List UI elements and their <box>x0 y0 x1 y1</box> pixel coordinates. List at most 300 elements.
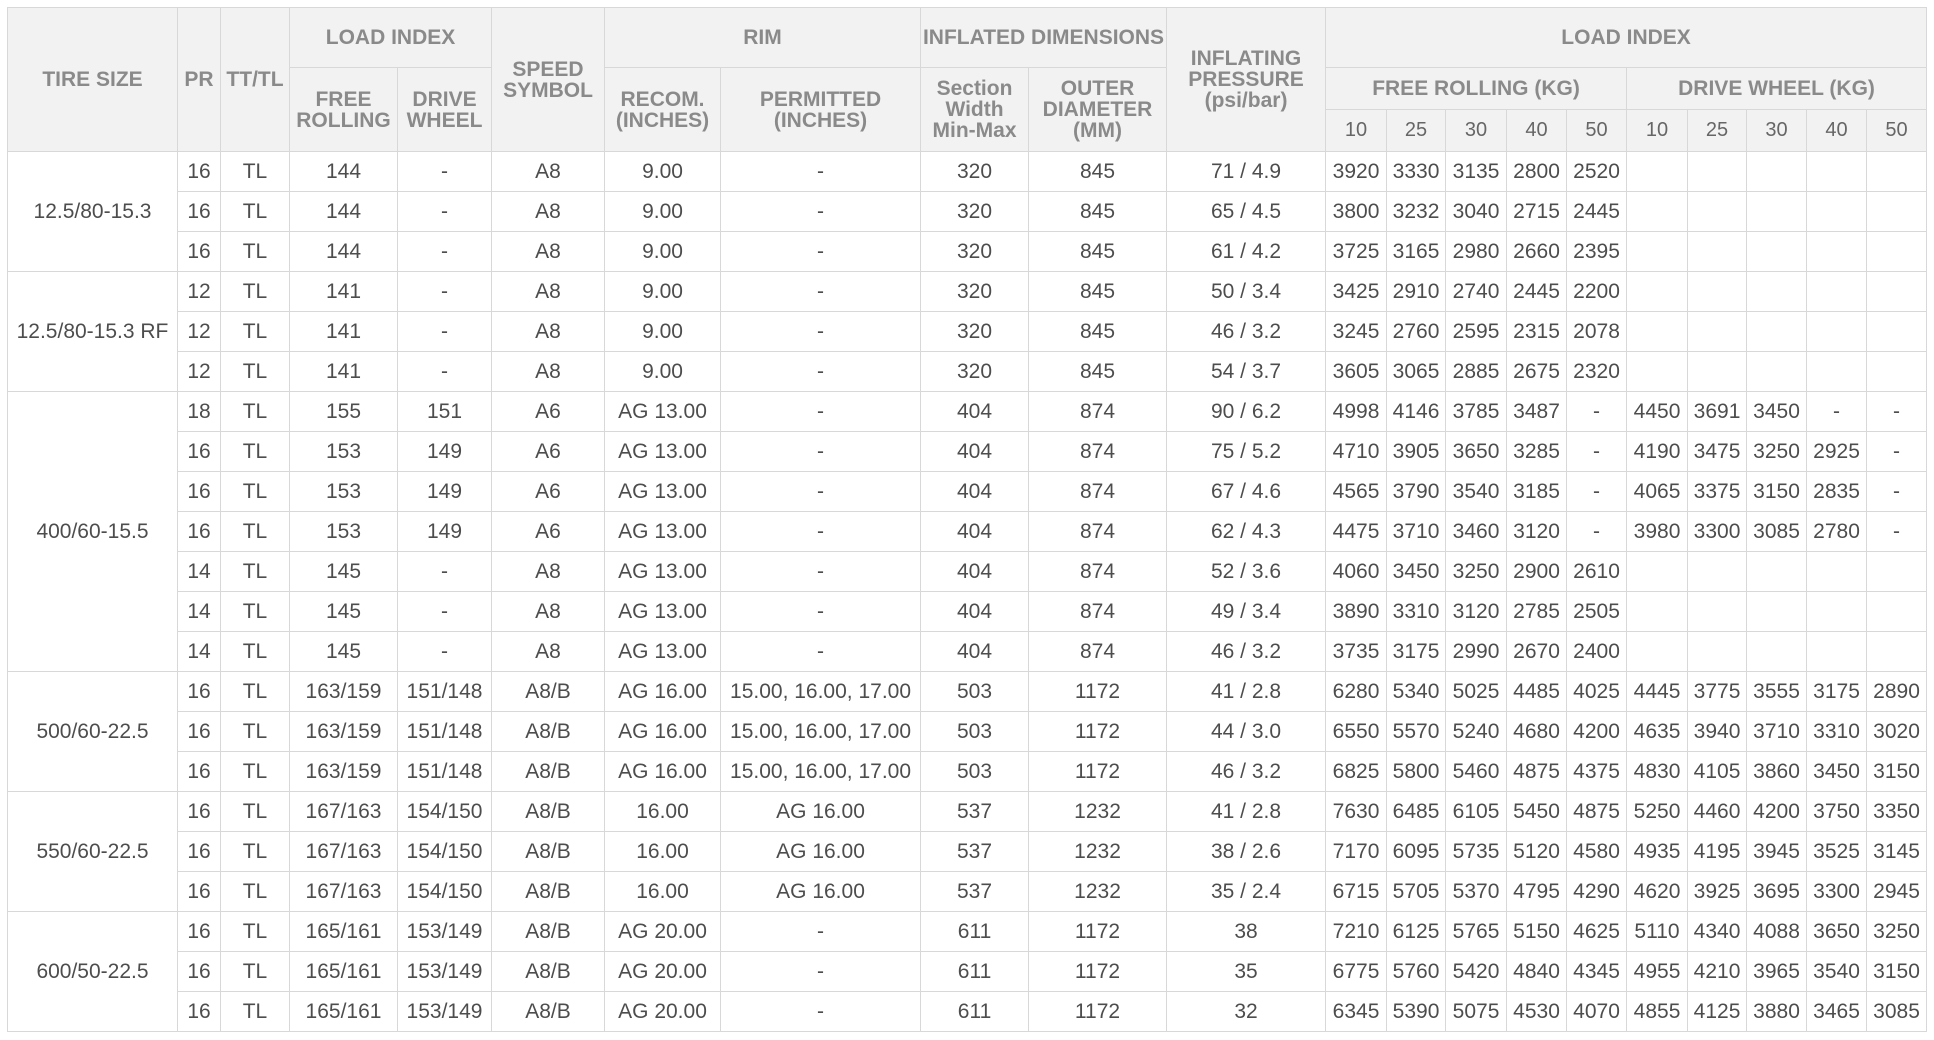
outer-diameter-cell: 874 <box>1029 632 1167 672</box>
tt-tl-cell: TL <box>221 392 290 432</box>
drive-load-cell: 2925 <box>1807 432 1867 472</box>
drive-load-cell: 3085 <box>1747 512 1807 552</box>
drive-load-cell: 4105 <box>1688 752 1747 792</box>
section-width-cell: 320 <box>921 272 1029 312</box>
inflating-pressure-cell: 65 / 4.5 <box>1167 192 1326 232</box>
inflating-pressure-cell: 46 / 3.2 <box>1167 752 1326 792</box>
free-load-cell: 4875 <box>1507 752 1567 792</box>
free-load-cell: 4146 <box>1387 392 1446 432</box>
load-index-free-cell: 163/159 <box>290 752 398 792</box>
free-load-cell: 5025 <box>1446 672 1507 712</box>
free-load-cell: 3650 <box>1446 432 1507 472</box>
drive-load-cell: 2890 <box>1867 672 1927 712</box>
table-row <box>8 712 1927 752</box>
rim-permitted-cell: - <box>721 952 921 992</box>
drive-load-cell <box>1627 592 1688 632</box>
load-index-free-cell: 165/161 <box>290 992 398 1032</box>
rim-recom-cell: AG 13.00 <box>605 552 721 592</box>
drive-load-cell: 2945 <box>1867 872 1927 912</box>
drive-load-cell <box>1807 632 1867 672</box>
pr-cell: 12 <box>178 312 221 352</box>
free-load-cell: 4485 <box>1507 672 1567 712</box>
section-width-cell: 320 <box>921 232 1029 272</box>
drive-load-cell: 3710 <box>1747 712 1807 752</box>
rim-recom-cell: 16.00 <box>605 872 721 912</box>
rim-permitted-cell: AG 16.00 <box>721 872 921 912</box>
free-load-cell: 3800 <box>1326 192 1387 232</box>
rim-recom-cell: 9.00 <box>605 312 721 352</box>
load-index-free-cell: 153 <box>290 472 398 512</box>
outer-diameter-cell: 845 <box>1029 352 1167 392</box>
drive-load-cell <box>1627 192 1688 232</box>
header-rim: RIM <box>605 8 921 68</box>
free-load-cell: 2675 <box>1507 352 1567 392</box>
load-index-drive-cell: 154/150 <box>398 872 492 912</box>
free-load-cell: 4625 <box>1567 912 1627 952</box>
outer-diameter-cell: 1172 <box>1029 672 1167 712</box>
drive-load-cell: 3525 <box>1807 832 1867 872</box>
drive-load-cell: - <box>1867 432 1927 472</box>
section-width-cell: 611 <box>921 952 1029 992</box>
free-load-cell: 3487 <box>1507 392 1567 432</box>
header-speed-symbol: SPEED SYMBOL <box>492 8 605 152</box>
drive-load-cell <box>1688 352 1747 392</box>
free-load-cell: 3285 <box>1507 432 1567 472</box>
drive-load-cell <box>1807 232 1867 272</box>
load-index-drive-cell: 149 <box>398 512 492 552</box>
drive-load-cell <box>1807 192 1867 232</box>
rim-permitted-cell: - <box>721 432 921 472</box>
free-load-cell: 2660 <box>1507 232 1567 272</box>
tt-tl-cell: TL <box>221 832 290 872</box>
section-width-cell: 404 <box>921 512 1029 552</box>
outer-diameter-cell: 874 <box>1029 472 1167 512</box>
header-load-index-right: LOAD INDEX <box>1326 8 1927 68</box>
free-load-cell: 3232 <box>1387 192 1446 232</box>
drive-load-cell: 3150 <box>1747 472 1807 512</box>
free-load-cell: 2078 <box>1567 312 1627 352</box>
table-row <box>8 552 1927 592</box>
load-index-drive-cell: 153/149 <box>398 992 492 1032</box>
header-free-speed-1: 25 <box>1387 110 1446 152</box>
outer-diameter-cell: 874 <box>1029 592 1167 632</box>
inflating-pressure-cell: 41 / 2.8 <box>1167 792 1326 832</box>
load-index-free-cell: 145 <box>290 592 398 632</box>
drive-load-cell: - <box>1867 472 1927 512</box>
speed-symbol-cell: A8/B <box>492 992 605 1032</box>
table-row <box>8 232 1927 272</box>
free-load-cell: 3120 <box>1507 512 1567 552</box>
speed-symbol-cell: A8/B <box>492 792 605 832</box>
drive-load-cell: 3540 <box>1807 952 1867 992</box>
tt-tl-cell: TL <box>221 232 290 272</box>
drive-load-cell <box>1747 592 1807 632</box>
pr-cell: 16 <box>178 912 221 952</box>
rim-permitted-cell: - <box>721 992 921 1032</box>
outer-diameter-cell: 845 <box>1029 152 1167 192</box>
drive-load-cell <box>1627 632 1688 672</box>
free-load-cell: - <box>1567 472 1627 512</box>
drive-load-cell: 4855 <box>1627 992 1688 1032</box>
load-index-free-cell: 165/161 <box>290 912 398 952</box>
rim-recom-cell: 16.00 <box>605 832 721 872</box>
drive-load-cell: 4195 <box>1688 832 1747 872</box>
rim-recom-cell: AG 20.00 <box>605 992 721 1032</box>
free-load-cell: 3540 <box>1446 472 1507 512</box>
inflating-pressure-cell: 50 / 3.4 <box>1167 272 1326 312</box>
rim-permitted-cell: 15.00, 16.00, 17.00 <box>721 712 921 752</box>
drive-load-cell: 4210 <box>1688 952 1747 992</box>
drive-load-cell <box>1688 272 1747 312</box>
drive-load-cell <box>1807 552 1867 592</box>
table-row <box>8 392 1927 432</box>
header-drive-wheel-kg: DRIVE WHEEL (KG) <box>1627 68 1927 110</box>
load-index-drive-cell: 151 <box>398 392 492 432</box>
load-index-free-cell: 145 <box>290 632 398 672</box>
pr-cell: 14 <box>178 552 221 592</box>
tt-tl-cell: TL <box>221 192 290 232</box>
free-load-cell: 6105 <box>1446 792 1507 832</box>
inflating-pressure-cell: 41 / 2.8 <box>1167 672 1326 712</box>
load-index-drive-cell: - <box>398 352 492 392</box>
tt-tl-cell: TL <box>221 632 290 672</box>
table-header <box>8 8 1927 152</box>
table-row <box>8 912 1927 952</box>
rim-recom-cell: AG 13.00 <box>605 392 721 432</box>
free-load-cell: 4070 <box>1567 992 1627 1032</box>
drive-load-cell: 3450 <box>1747 392 1807 432</box>
drive-load-cell <box>1867 152 1927 192</box>
free-load-cell: 2670 <box>1507 632 1567 672</box>
tt-tl-cell: TL <box>221 152 290 192</box>
free-load-cell: 4795 <box>1507 872 1567 912</box>
drive-load-cell <box>1627 272 1688 312</box>
inflating-pressure-cell: 90 / 6.2 <box>1167 392 1326 432</box>
free-load-cell: 3450 <box>1387 552 1446 592</box>
free-load-cell: 2505 <box>1567 592 1627 632</box>
speed-symbol-cell: A6 <box>492 512 605 552</box>
header-free-rolling: FREE ROLLING <box>290 68 398 152</box>
free-load-cell: 3920 <box>1326 152 1387 192</box>
speed-symbol-cell: A8/B <box>492 952 605 992</box>
rim-permitted-cell: - <box>721 272 921 312</box>
free-load-cell: 2760 <box>1387 312 1446 352</box>
load-index-drive-cell: - <box>398 192 492 232</box>
section-width-cell: 404 <box>921 552 1029 592</box>
speed-symbol-cell: A8/B <box>492 672 605 712</box>
drive-load-cell <box>1747 152 1807 192</box>
tire-size-cell: 500/60-22.5 <box>8 672 178 792</box>
free-load-cell: 5150 <box>1507 912 1567 952</box>
rim-recom-cell: AG 16.00 <box>605 672 721 712</box>
free-load-cell: 2445 <box>1567 192 1627 232</box>
load-index-drive-cell: 154/150 <box>398 792 492 832</box>
tt-tl-cell: TL <box>221 312 290 352</box>
tt-tl-cell: TL <box>221 592 290 632</box>
drive-load-cell: 3860 <box>1747 752 1807 792</box>
drive-load-cell <box>1688 312 1747 352</box>
pr-cell: 16 <box>178 792 221 832</box>
tire-size-cell: 600/50-22.5 <box>8 912 178 1032</box>
drive-load-cell: 3145 <box>1867 832 1927 872</box>
drive-load-cell: 3750 <box>1807 792 1867 832</box>
free-load-cell: 4345 <box>1567 952 1627 992</box>
free-load-cell: 5450 <box>1507 792 1567 832</box>
free-load-cell: 4875 <box>1567 792 1627 832</box>
speed-symbol-cell: A8 <box>492 192 605 232</box>
free-load-cell: 2910 <box>1387 272 1446 312</box>
free-load-cell: - <box>1567 392 1627 432</box>
rim-recom-cell: AG 20.00 <box>605 912 721 952</box>
free-load-cell: 6485 <box>1387 792 1446 832</box>
inflating-pressure-cell: 62 / 4.3 <box>1167 512 1326 552</box>
free-load-cell: 7170 <box>1326 832 1387 872</box>
header-drive-speed-0: 10 <box>1627 110 1688 152</box>
drive-load-cell: 3150 <box>1867 752 1927 792</box>
drive-load-cell: 4460 <box>1688 792 1747 832</box>
free-load-cell: 3165 <box>1387 232 1446 272</box>
load-index-free-cell: 167/163 <box>290 792 398 832</box>
free-load-cell: - <box>1567 432 1627 472</box>
speed-symbol-cell: A8/B <box>492 912 605 952</box>
drive-load-cell <box>1688 192 1747 232</box>
drive-load-cell: 4830 <box>1627 752 1688 792</box>
free-load-cell: 3040 <box>1446 192 1507 232</box>
outer-diameter-cell: 845 <box>1029 232 1167 272</box>
drive-load-cell: 3555 <box>1747 672 1807 712</box>
table-row <box>8 832 1927 872</box>
pr-cell: 16 <box>178 192 221 232</box>
header-free-speed-0: 10 <box>1326 110 1387 152</box>
section-width-cell: 503 <box>921 752 1029 792</box>
tire-size-cell: 12.5/80-15.3 RF <box>8 272 178 392</box>
rim-permitted-cell: - <box>721 552 921 592</box>
drive-load-cell: 5250 <box>1627 792 1688 832</box>
free-load-cell: 5390 <box>1387 992 1446 1032</box>
header-drive-speed-4: 50 <box>1867 110 1927 152</box>
drive-load-cell <box>1627 552 1688 592</box>
free-load-cell: 5420 <box>1446 952 1507 992</box>
free-load-cell: 2320 <box>1567 352 1627 392</box>
rim-recom-cell: 16.00 <box>605 792 721 832</box>
load-index-free-cell: 153 <box>290 512 398 552</box>
section-width-cell: 611 <box>921 912 1029 952</box>
outer-diameter-cell: 874 <box>1029 432 1167 472</box>
speed-symbol-cell: A8 <box>492 352 605 392</box>
pr-cell: 16 <box>178 512 221 552</box>
free-load-cell: 6825 <box>1326 752 1387 792</box>
section-width-cell: 404 <box>921 432 1029 472</box>
free-load-cell: 2785 <box>1507 592 1567 632</box>
inflating-pressure-cell: 46 / 3.2 <box>1167 312 1326 352</box>
inflating-pressure-cell: 52 / 3.6 <box>1167 552 1326 592</box>
free-load-cell: 6095 <box>1387 832 1446 872</box>
section-width-cell: 404 <box>921 592 1029 632</box>
speed-symbol-cell: A8/B <box>492 752 605 792</box>
pr-cell: 16 <box>178 992 221 1032</box>
table-row <box>8 512 1927 552</box>
free-load-cell: 2800 <box>1507 152 1567 192</box>
rim-recom-cell: AG 13.00 <box>605 512 721 552</box>
outer-diameter-cell: 1232 <box>1029 792 1167 832</box>
pr-cell: 16 <box>178 672 221 712</box>
drive-load-cell: 4955 <box>1627 952 1688 992</box>
drive-load-cell: 3310 <box>1807 712 1867 752</box>
free-load-cell: 2990 <box>1446 632 1507 672</box>
header-drive-speed-3: 40 <box>1807 110 1867 152</box>
rim-permitted-cell: - <box>721 152 921 192</box>
free-load-cell: 4025 <box>1567 672 1627 712</box>
drive-load-cell: 4635 <box>1627 712 1688 752</box>
load-index-free-cell: 141 <box>290 312 398 352</box>
drive-load-cell <box>1688 592 1747 632</box>
free-load-cell: 5800 <box>1387 752 1446 792</box>
rim-recom-cell: AG 16.00 <box>605 712 721 752</box>
outer-diameter-cell: 874 <box>1029 512 1167 552</box>
free-load-cell: 7630 <box>1326 792 1387 832</box>
load-index-drive-cell: - <box>398 312 492 352</box>
free-load-cell: 3735 <box>1326 632 1387 672</box>
inflating-pressure-cell: 32 <box>1167 992 1326 1032</box>
load-index-drive-cell: - <box>398 592 492 632</box>
drive-load-cell: 4065 <box>1627 472 1688 512</box>
pr-cell: 16 <box>178 872 221 912</box>
outer-diameter-cell: 845 <box>1029 312 1167 352</box>
rim-permitted-cell: 15.00, 16.00, 17.00 <box>721 752 921 792</box>
table-row <box>8 352 1927 392</box>
rim-recom-cell: AG 13.00 <box>605 632 721 672</box>
drive-load-cell <box>1627 152 1688 192</box>
drive-load-cell <box>1867 312 1927 352</box>
load-index-drive-cell: 153/149 <box>398 912 492 952</box>
speed-symbol-cell: A8 <box>492 272 605 312</box>
header-section-width: Section Width Min-Max <box>921 68 1029 152</box>
rim-permitted-cell: - <box>721 512 921 552</box>
free-load-cell: 5705 <box>1387 872 1446 912</box>
rim-recom-cell: 9.00 <box>605 232 721 272</box>
pr-cell: 16 <box>178 712 221 752</box>
rim-permitted-cell: - <box>721 232 921 272</box>
drive-load-cell: 3300 <box>1807 872 1867 912</box>
outer-diameter-cell: 1172 <box>1029 912 1167 952</box>
drive-load-cell: 4200 <box>1747 792 1807 832</box>
section-width-cell: 503 <box>921 712 1029 752</box>
header-load-index: LOAD INDEX <box>290 8 492 68</box>
table-row <box>8 592 1927 632</box>
tt-tl-cell: TL <box>221 552 290 592</box>
drive-load-cell: 3150 <box>1867 952 1927 992</box>
rim-permitted-cell: - <box>721 392 921 432</box>
drive-load-cell: 3350 <box>1867 792 1927 832</box>
pr-cell: 12 <box>178 352 221 392</box>
free-load-cell: 5370 <box>1446 872 1507 912</box>
load-index-drive-cell: 151/148 <box>398 712 492 752</box>
header-free-speed-2: 30 <box>1446 110 1507 152</box>
table-row <box>8 792 1927 832</box>
outer-diameter-cell: 1232 <box>1029 872 1167 912</box>
speed-symbol-cell: A8 <box>492 312 605 352</box>
free-load-cell: 4375 <box>1567 752 1627 792</box>
free-load-cell: 3175 <box>1387 632 1446 672</box>
table-row <box>8 432 1927 472</box>
pr-cell: 14 <box>178 632 221 672</box>
free-load-cell: 5460 <box>1446 752 1507 792</box>
load-index-free-cell: 144 <box>290 192 398 232</box>
tt-tl-cell: TL <box>221 752 290 792</box>
free-load-cell: 4200 <box>1567 712 1627 752</box>
load-index-free-cell: 145 <box>290 552 398 592</box>
outer-diameter-cell: 1232 <box>1029 832 1167 872</box>
outer-diameter-cell: 845 <box>1029 192 1167 232</box>
drive-load-cell <box>1807 592 1867 632</box>
free-load-cell: 5760 <box>1387 952 1446 992</box>
section-width-cell: 320 <box>921 152 1029 192</box>
free-load-cell: 3310 <box>1387 592 1446 632</box>
tt-tl-cell: TL <box>221 672 290 712</box>
drive-load-cell: 3250 <box>1747 432 1807 472</box>
tt-tl-cell: TL <box>221 992 290 1032</box>
tt-tl-cell: TL <box>221 912 290 952</box>
speed-symbol-cell: A8 <box>492 632 605 672</box>
drive-load-cell: 3940 <box>1688 712 1747 752</box>
load-index-drive-cell: - <box>398 632 492 672</box>
free-load-cell: 4530 <box>1507 992 1567 1032</box>
drive-load-cell <box>1747 552 1807 592</box>
free-load-cell: 2400 <box>1567 632 1627 672</box>
drive-load-cell: 3775 <box>1688 672 1747 712</box>
drive-load-cell <box>1688 632 1747 672</box>
drive-load-cell: 3250 <box>1867 912 1927 952</box>
free-load-cell: 2200 <box>1567 272 1627 312</box>
free-load-cell: 2740 <box>1446 272 1507 312</box>
free-load-cell: 4710 <box>1326 432 1387 472</box>
load-index-free-cell: 141 <box>290 272 398 312</box>
drive-load-cell: 3465 <box>1807 992 1867 1032</box>
load-index-free-cell: 163/159 <box>290 672 398 712</box>
drive-load-cell <box>1867 192 1927 232</box>
pr-cell: 16 <box>178 752 221 792</box>
free-load-cell: 3790 <box>1387 472 1446 512</box>
outer-diameter-cell: 874 <box>1029 552 1167 592</box>
rim-permitted-cell: - <box>721 632 921 672</box>
drive-load-cell <box>1627 232 1688 272</box>
speed-symbol-cell: A8/B <box>492 872 605 912</box>
drive-load-cell <box>1867 592 1927 632</box>
section-width-cell: 320 <box>921 312 1029 352</box>
drive-load-cell: - <box>1807 392 1867 432</box>
drive-load-cell <box>1867 272 1927 312</box>
drive-load-cell: 2780 <box>1807 512 1867 552</box>
drive-load-cell <box>1688 232 1747 272</box>
rim-recom-cell: 9.00 <box>605 272 721 312</box>
inflating-pressure-cell: 35 <box>1167 952 1326 992</box>
header-free-speed-4: 50 <box>1567 110 1627 152</box>
header-drive-speed-2: 30 <box>1747 110 1807 152</box>
load-index-drive-cell: 151/148 <box>398 672 492 712</box>
drive-load-cell <box>1627 312 1688 352</box>
header-recom: RECOM. (INCHES) <box>605 68 721 152</box>
drive-load-cell: 4620 <box>1627 872 1688 912</box>
free-load-cell: 5120 <box>1507 832 1567 872</box>
free-load-cell: 6280 <box>1326 672 1387 712</box>
tt-tl-cell: TL <box>221 352 290 392</box>
table-row <box>8 872 1927 912</box>
inflating-pressure-cell: 49 / 3.4 <box>1167 592 1326 632</box>
drive-load-cell: 3475 <box>1688 432 1747 472</box>
load-index-free-cell: 141 <box>290 352 398 392</box>
rim-permitted-cell: 15.00, 16.00, 17.00 <box>721 672 921 712</box>
load-index-drive-cell: 149 <box>398 432 492 472</box>
